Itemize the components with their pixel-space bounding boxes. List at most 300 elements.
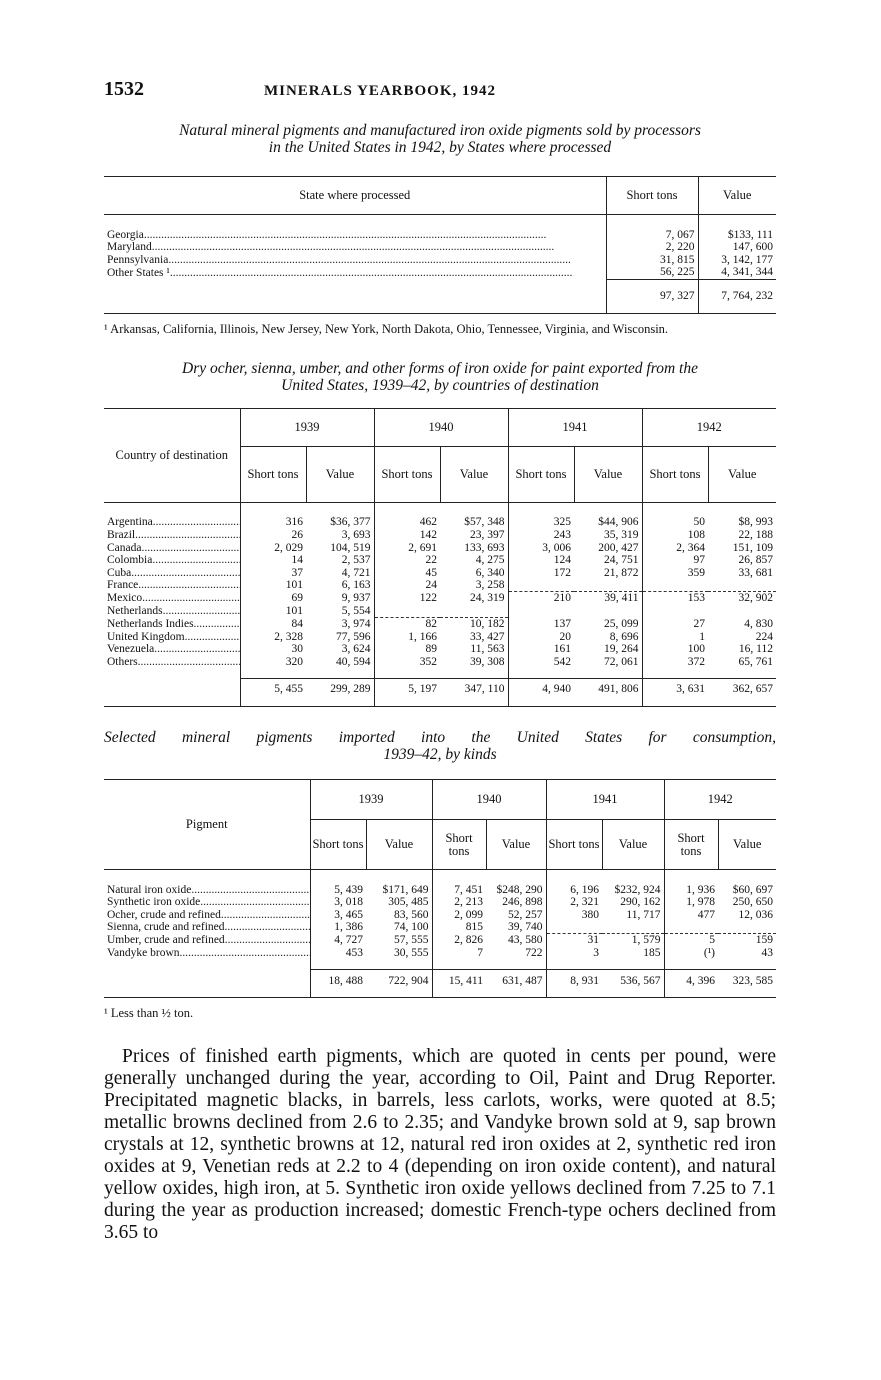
short-tons-cell: 2, 321: [546, 896, 602, 909]
table2: [104, 408, 776, 707]
subheader-short-tons: Short tons: [240, 446, 306, 502]
tons-cell: 31, 815: [606, 254, 698, 267]
table2-row: [104, 605, 776, 618]
short-tons-cell: 1, 386: [310, 921, 366, 934]
dot-leader: [221, 909, 310, 921]
short-tons-cell: 124: [508, 554, 574, 567]
dot-leader: [225, 934, 310, 946]
short-tons-cell: 4, 727: [310, 934, 366, 947]
subheader-short-tons: Short tons: [374, 446, 440, 502]
short-tons-cell: 142: [374, 529, 440, 542]
total-cell: 722, 904: [366, 970, 432, 992]
value-cell: 5, 554: [341, 605, 371, 618]
subheader-short-tons: Short tons: [664, 820, 718, 870]
dot-leader: [191, 884, 310, 896]
dot-leader: [135, 529, 240, 541]
short-tons-cell: 2, 213: [432, 896, 486, 909]
table1-header-tons: Short tons: [606, 177, 698, 215]
short-tons-cell: 89: [374, 643, 440, 656]
short-tons-cell: [546, 921, 602, 934]
table2-row: [104, 643, 776, 656]
value-cell: 147, 600: [698, 241, 776, 254]
table2-row-label-text: United Kingdom: [107, 630, 185, 643]
value-cell: $171, 649: [382, 883, 429, 896]
table1-footnote: ¹ Arkansas, California, Illinois, New Jersey, New York, North Dakota, Ohio, Tennessee, Virginia, and Wisconsin.: [104, 321, 669, 336]
short-tons-cell: 325: [508, 516, 574, 529]
short-tons-cell: 316: [240, 516, 306, 529]
value-cell: 10, 182: [440, 618, 508, 631]
value-cell: 24, 751: [604, 554, 639, 567]
table2-row-label: [104, 592, 240, 605]
subheader-value: Value: [306, 446, 374, 502]
dot-leader: [141, 542, 240, 554]
value-cell: 3, 974: [341, 617, 371, 630]
short-tons-cell: [664, 921, 718, 934]
state-name: [104, 241, 606, 254]
value-cell: 39, 308: [470, 655, 505, 668]
table2-row-label-text: Colombia: [107, 554, 153, 567]
short-tons-cell: 6, 196: [546, 884, 602, 897]
subheader-value: Value: [574, 446, 642, 502]
value-cell: [708, 579, 776, 592]
table2-row-label-text: Canada: [107, 541, 142, 554]
short-tons-cell: 14: [240, 554, 306, 567]
table3-row-label: [104, 896, 310, 909]
table3-row-label-text: Umber, crude and refined: [107, 934, 225, 947]
short-tons-cell: (¹): [664, 947, 718, 960]
state-name: [104, 266, 606, 279]
value-cell: 224: [755, 630, 773, 643]
short-tons-cell: 380: [546, 909, 602, 922]
short-tons-cell: 815: [432, 921, 486, 934]
state-name: [104, 229, 606, 242]
short-tons-cell: 5, 439: [310, 884, 366, 897]
value-cell: 9, 937: [341, 592, 371, 605]
short-tons-cell: 153: [642, 592, 708, 605]
total-cell: 8, 931: [546, 970, 602, 992]
short-tons-cell: 37: [240, 567, 306, 580]
dot-leader: [154, 643, 240, 655]
short-tons-cell: 137: [508, 618, 574, 631]
value-cell: 74, 100: [394, 921, 429, 934]
table2-row-label: [104, 567, 240, 580]
short-tons-cell: 1, 978: [664, 896, 718, 909]
table2-row: [104, 656, 776, 669]
subheader-value: Value: [486, 820, 546, 870]
state-name-text: Maryland: [107, 241, 152, 254]
short-tons-cell: 30: [240, 643, 306, 656]
table2-row: [104, 529, 776, 542]
tons-cell: 56, 225: [606, 266, 698, 279]
table2-row: [104, 567, 776, 580]
table3: [104, 779, 776, 998]
table3-row-label-text: Natural iron oxide: [107, 883, 192, 896]
value-cell: 8, 696: [609, 630, 639, 643]
value-cell: 250, 650: [732, 896, 773, 909]
value-cell: 83, 560: [394, 908, 429, 921]
value-cell: $36, 377: [330, 516, 371, 529]
short-tons-cell: 372: [642, 656, 708, 669]
table3-row-label-text: Ocher, crude and refined: [107, 908, 221, 921]
total-cell: 299, 289: [306, 679, 374, 701]
short-tons-cell: 101: [240, 605, 306, 618]
table2-row-label: [104, 618, 240, 631]
subheader-short-tons: Short tons: [310, 820, 366, 870]
short-tons-cell: 20: [508, 631, 574, 644]
short-tons-cell: 542: [508, 656, 574, 669]
table1-row: [104, 229, 776, 242]
state-name: [104, 254, 606, 267]
table3-title-line2: 1939–42, by kinds: [383, 746, 497, 763]
short-tons-cell: 2, 029: [240, 542, 306, 555]
value-cell: 22, 188: [738, 528, 773, 541]
short-tons-cell: 3: [546, 947, 602, 960]
short-tons-cell: 1, 166: [374, 631, 440, 644]
short-tons-cell: [642, 605, 708, 618]
short-tons-cell: 82: [374, 618, 440, 631]
value-cell: 3, 142, 177: [698, 254, 776, 267]
table2-row-label: [104, 643, 240, 656]
value-cell: 43, 580: [508, 934, 543, 947]
short-tons-cell: 3, 006: [508, 542, 574, 555]
table1-header-state: State where processed: [104, 177, 606, 215]
state-name-text: Pennsylvania: [107, 253, 169, 266]
short-tons-cell: 5: [664, 934, 718, 947]
value-cell: 4, 721: [341, 566, 371, 579]
short-tons-cell: 1: [642, 631, 708, 644]
value-cell: 35, 319: [604, 528, 639, 541]
value-cell: 12, 036: [738, 908, 773, 921]
dot-leader: [131, 567, 240, 579]
table3-footnote: ¹ Less than ½ ton.: [104, 1006, 194, 1021]
total-cell: 5, 455: [240, 679, 306, 701]
value-cell: 3, 693: [341, 528, 371, 541]
table3-row: [104, 947, 776, 960]
table3-row-label-text: Sienna, crude and refined: [107, 921, 225, 934]
page-number: 1532: [104, 78, 144, 100]
short-tons-cell: 31: [546, 934, 602, 947]
table1-row: [104, 266, 776, 279]
short-tons-cell: 100: [642, 643, 708, 656]
table3-row-label: [104, 884, 310, 897]
table2-row: [104, 516, 776, 529]
table2-row: [104, 554, 776, 567]
total-cell: 323, 585: [718, 970, 776, 992]
table2-year-1941: 1941: [508, 408, 642, 446]
value-cell: 4, 341, 344: [698, 266, 776, 279]
value-cell: 52, 257: [508, 908, 543, 921]
table2-row: [104, 618, 776, 631]
value-cell: 19, 264: [604, 643, 639, 656]
page-header: [104, 78, 776, 108]
table3-row-label-text: Synthetic iron oxide: [107, 896, 201, 909]
table3-row: [104, 884, 776, 897]
value-cell: [602, 921, 664, 934]
short-tons-cell: 2, 099: [432, 909, 486, 922]
subheader-value: Value: [718, 820, 776, 870]
total-tons: 97, 327: [606, 279, 698, 313]
table3-title: [104, 729, 776, 763]
value-cell: 246, 898: [502, 896, 543, 909]
table2-row: [104, 542, 776, 555]
short-tons-cell: 69: [240, 592, 306, 605]
subheader-short-tons: Short tons: [642, 446, 708, 502]
value-cell: 16, 112: [738, 643, 773, 656]
table2-row-label-text: Argentina: [107, 516, 153, 529]
subheader-short-tons: Short tons: [432, 820, 486, 870]
value-cell: 43: [761, 946, 773, 959]
total-cell: 347, 110: [440, 679, 508, 701]
short-tons-cell: 108: [642, 529, 708, 542]
subheader-value: Value: [602, 820, 664, 870]
total-cell: 4, 940: [508, 679, 574, 701]
value-cell: $60, 697: [732, 883, 773, 896]
table2-row-label-text: Brazil: [107, 528, 136, 541]
table3-row-label: [104, 909, 310, 922]
table2-year-1939: 1939: [240, 408, 374, 446]
value-cell: $44, 906: [598, 516, 639, 529]
short-tons-cell: 453: [310, 947, 366, 960]
short-tons-cell: 26: [240, 529, 306, 542]
table2-row: [104, 579, 776, 592]
short-tons-cell: 320: [240, 656, 306, 669]
table2-row-label-text: France: [107, 579, 139, 592]
value-cell: 2, 537: [341, 554, 371, 567]
value-cell: 722: [525, 946, 543, 959]
table3-year-1942: 1942: [664, 780, 776, 820]
table3-row-label: [104, 947, 310, 960]
table2-row-label: [104, 656, 240, 669]
table2-row: [104, 631, 776, 644]
value-cell: 6, 340: [475, 566, 505, 579]
table1-title-line1: Natural mineral pigments and manufactured iron oxide pigments sold by processors: [179, 122, 701, 139]
value-cell: 3, 624: [341, 643, 371, 656]
table3-row-label: [104, 921, 310, 934]
table3-row-total: [104, 970, 776, 992]
short-tons-cell: [508, 605, 574, 618]
table3-row: [104, 909, 776, 922]
value-cell: 4, 830: [744, 617, 773, 630]
table1-title-line2: in the United States in 1942, by States where processed: [268, 139, 612, 156]
table2-header-country: Country of destination: [104, 408, 240, 502]
short-tons-cell: [374, 605, 440, 618]
value-cell: 185: [643, 946, 661, 959]
value-cell: $8, 993: [738, 516, 773, 529]
value-cell: 3, 258: [475, 579, 505, 592]
value-cell: [440, 605, 508, 618]
value-cell: 6, 163: [341, 579, 371, 592]
value-cell: 21, 872: [604, 566, 639, 579]
value-cell: 104, 519: [330, 541, 371, 554]
value-cell: 65, 761: [738, 655, 773, 668]
table2-title-line2: United States, 1939–42, by countries of destination: [281, 376, 599, 394]
total-cell: 631, 487: [486, 970, 546, 992]
dot-leader: [142, 592, 240, 604]
subheader-short-tons: Short tons: [508, 446, 574, 502]
state-name-text: Other States ¹: [107, 266, 170, 279]
dot-leader: [170, 267, 573, 279]
value-cell: [574, 579, 642, 592]
dot-leader: [138, 579, 240, 591]
table3-title-line1: Selected mineral pigments imported into the United States for consumption,: [104, 729, 776, 746]
value-cell: 32, 902: [708, 592, 776, 605]
short-tons-cell: 243: [508, 529, 574, 542]
dot-leader: [153, 516, 240, 528]
short-tons-cell: 2, 328: [240, 631, 306, 644]
value-cell: 72, 061: [604, 655, 639, 668]
short-tons-cell: 359: [642, 567, 708, 580]
dot-leader: [152, 241, 555, 253]
table2-title: [104, 360, 776, 394]
value-cell: 25, 099: [604, 617, 639, 630]
short-tons-cell: 161: [508, 643, 574, 656]
short-tons-cell: 210: [508, 592, 574, 605]
total-cell: 362, 657: [708, 679, 776, 701]
value-cell: 133, 693: [464, 541, 505, 554]
short-tons-cell: 7: [432, 947, 486, 960]
short-tons-cell: [508, 579, 574, 592]
total-cell: 18, 488: [310, 970, 366, 992]
table2-row-label: [104, 554, 240, 567]
table2-row-label: [104, 579, 240, 592]
total-cell: 3, 631: [642, 679, 708, 701]
table3-row: [104, 896, 776, 909]
value-cell: 33, 427: [470, 630, 505, 643]
table1-header-value: Value: [698, 177, 776, 215]
table2-row-label-text: Cuba: [107, 566, 132, 579]
table3-header-pigment: Pigment: [104, 780, 310, 870]
table2-row-label: [104, 542, 240, 555]
dot-leader: [194, 618, 240, 630]
value-cell: $57, 348: [464, 516, 505, 529]
body-paragraph: Prices of finished earth pigments, which are quoted in cents per pound, were generally unchanged during the year, according to Oil, Paint and Drug Reporter. Precipitated magnetic blacks, in barrels, less carlots, works, were quoted at 8.5; metallic browns declined from 2.6 to 2.35; and Vandyke brown sold at 9, sap brown crystals at 12, synthetic browns at 12, natural red iron oxides at 2, synthetic red iron oxides at 9, Venetian reds at 2.2 to 4 (depending on iron oxide content), and natural yellow oxides, high iron, at 5. Synthetic iron oxide yellows declined from 7.25 to 7.1 during the year as production increased; domestic French-type ochers declined from 3.65 to: [104, 1046, 776, 1244]
value-cell: 23, 397: [470, 528, 505, 541]
table3-row: [104, 934, 776, 947]
table1: [104, 176, 776, 314]
dot-leader: [185, 631, 240, 643]
value-cell: 1, 579: [602, 934, 664, 947]
short-tons-cell: 50: [642, 516, 708, 529]
value-cell: 77, 596: [336, 630, 371, 643]
short-tons-cell: 2, 826: [432, 934, 486, 947]
value-cell: 40, 594: [336, 655, 371, 668]
short-tons-cell: 24: [374, 579, 440, 592]
value-cell: $248, 290: [496, 883, 543, 896]
dot-leader: [163, 605, 240, 617]
subheader-value: Value: [366, 820, 432, 870]
short-tons-cell: 352: [374, 656, 440, 669]
value-cell: 39, 411: [574, 592, 642, 605]
dot-leader: [180, 947, 311, 959]
table3-row: [104, 921, 776, 934]
value-cell: 30, 555: [394, 946, 429, 959]
short-tons-cell: 122: [374, 592, 440, 605]
subheader-short-tons: Short tons: [546, 820, 602, 870]
total-cell: 491, 806: [574, 679, 642, 701]
short-tons-cell: 462: [374, 516, 440, 529]
value-cell: 39, 740: [508, 921, 543, 934]
table2-row-label: [104, 529, 240, 542]
total-cell: 5, 197: [374, 679, 440, 701]
table3-row-label-text: Vandyke brown: [107, 946, 180, 959]
table2-row-label-text: Netherlands: [107, 605, 163, 618]
value-cell: 33, 681: [738, 566, 773, 579]
value-cell: 200, 427: [598, 541, 639, 554]
table2-row-label-text: Netherlands Indies: [107, 617, 194, 630]
value-cell: 151, 109: [732, 541, 773, 554]
dot-leader: [138, 656, 240, 668]
value-cell: 24, 319: [470, 592, 505, 605]
table2-row-label-text: Others: [107, 655, 138, 668]
table2-row-label-text: Mexico: [107, 592, 143, 605]
short-tons-cell: 22: [374, 554, 440, 567]
value-cell: 290, 162: [620, 896, 661, 909]
value-cell: 57, 555: [394, 934, 429, 947]
short-tons-cell: 84: [240, 618, 306, 631]
value-cell: 26, 857: [738, 554, 773, 567]
table2-row: [104, 592, 776, 605]
short-tons-cell: 2, 364: [642, 542, 708, 555]
state-name-text: Georgia: [107, 228, 144, 241]
table2-row-label: [104, 516, 240, 529]
short-tons-cell: 45: [374, 567, 440, 580]
short-tons-cell: 172: [508, 567, 574, 580]
dot-leader: [144, 229, 547, 241]
total-cell: 4, 396: [664, 970, 718, 992]
short-tons-cell: 477: [664, 909, 718, 922]
dot-leader: [225, 921, 310, 933]
short-tons-cell: [642, 579, 708, 592]
value-cell: 305, 485: [388, 896, 429, 909]
table2-year-1942: 1942: [642, 408, 776, 446]
short-tons-cell: 3, 018: [310, 896, 366, 909]
subheader-value: Value: [440, 446, 508, 502]
page: [104, 78, 776, 1244]
value-cell: 11, 563: [470, 643, 505, 656]
value-cell: $232, 924: [614, 883, 661, 896]
value-cell: 4, 275: [475, 554, 505, 567]
dot-leader: [152, 554, 240, 566]
short-tons-cell: 97: [642, 554, 708, 567]
tons-cell: 2, 220: [606, 241, 698, 254]
short-tons-cell: 2, 691: [374, 542, 440, 555]
total-value: 7, 764, 232: [698, 279, 776, 313]
table3-row-label: [104, 934, 310, 947]
table2-row-label-text: Venezuela: [107, 643, 155, 656]
table2-row-label: [104, 605, 240, 618]
short-tons-cell: 1, 936: [664, 884, 718, 897]
value-cell: [718, 921, 776, 934]
short-tons-cell: 7, 451: [432, 884, 486, 897]
table1-row: [104, 241, 776, 254]
value-cell: 159: [718, 934, 776, 947]
value-cell: [708, 605, 776, 618]
short-tons-cell: 101: [240, 579, 306, 592]
value-cell: [574, 605, 642, 618]
value-cell: $133, 111: [698, 229, 776, 242]
table1-row: [104, 254, 776, 267]
dot-leader: [168, 254, 571, 266]
tons-cell: 7, 067: [606, 229, 698, 242]
table1-title: [104, 122, 776, 156]
dot-leader: [200, 896, 310, 908]
value-cell: 11, 717: [626, 908, 661, 921]
table2-row-label: [104, 631, 240, 644]
table1-total-row: [104, 279, 776, 313]
total-cell: 536, 567: [602, 970, 664, 992]
table2-year-1940: 1940: [374, 408, 508, 446]
subheader-value: Value: [708, 446, 776, 502]
